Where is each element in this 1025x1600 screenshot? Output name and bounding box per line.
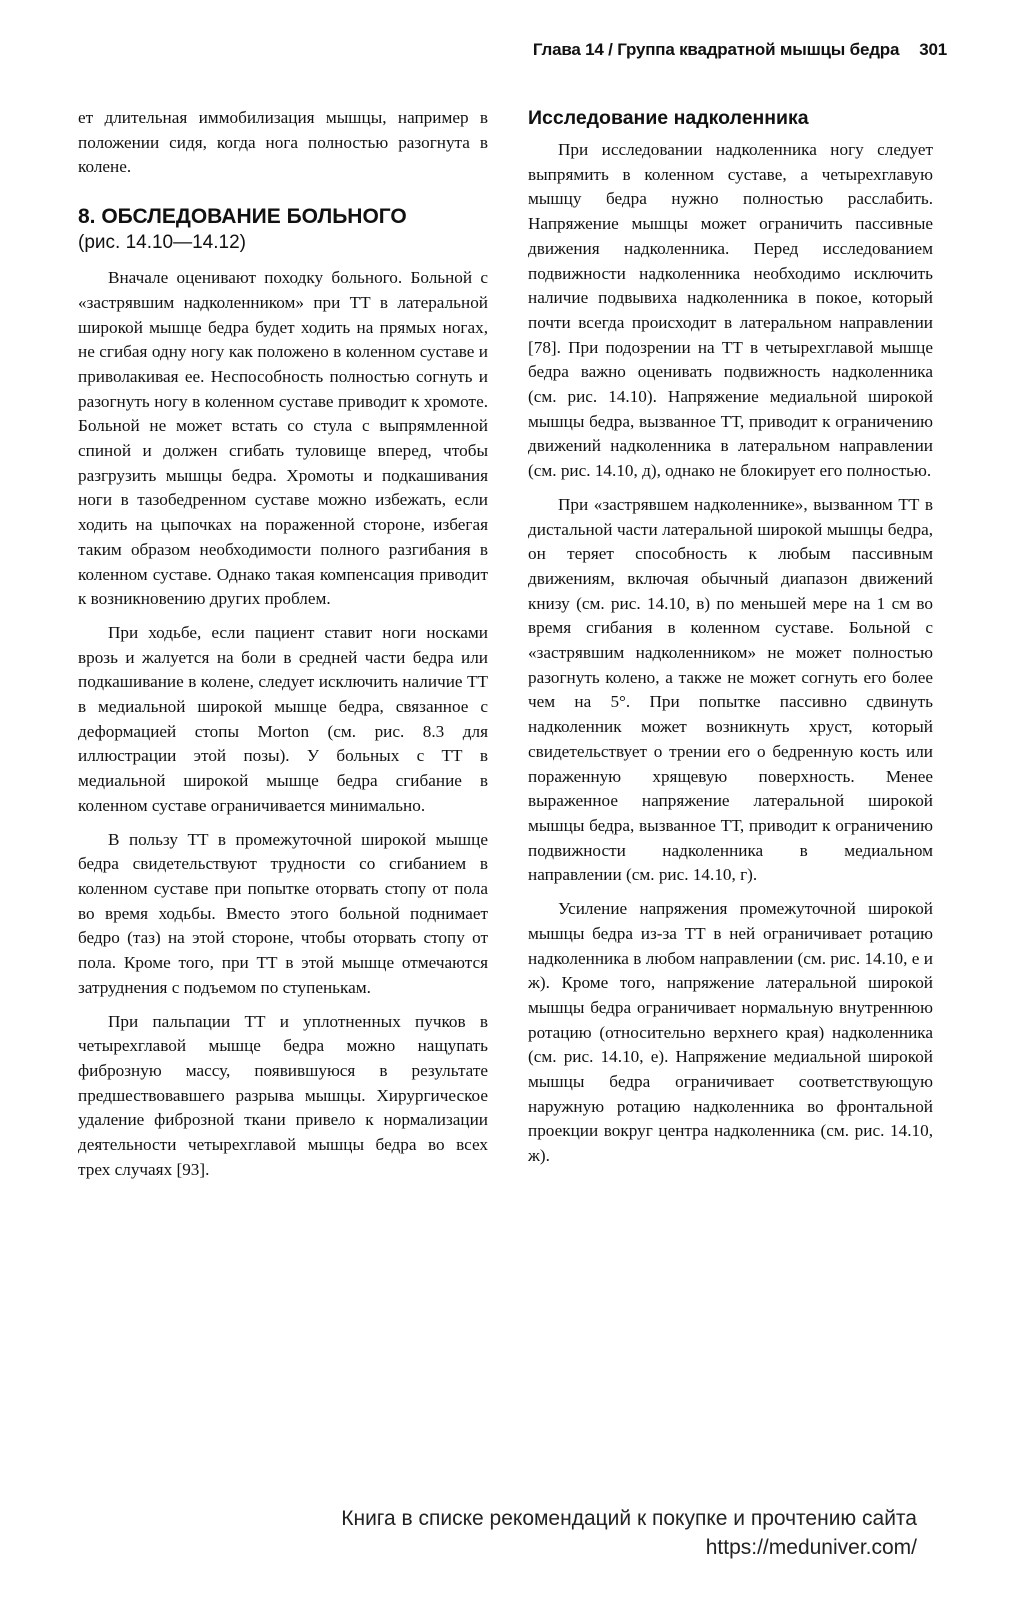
paragraph-patella-rotation: Усиление напряжения промежуточной широкой мышцы бедра из-за ТТ в ней ограничивает ротацию надколенника в любом направлении (см. рис. 14.10, е и ж). Кроме того, напряжение латеральной широкой мышцы бедра ограничивает нормальную внутреннюю ротацию (относительно верхнего края) надколенника (см. рис. 14.10, е). Напряжение медиальной широкой мышцы бедра ограничивает соответствующую наружную ротацию надколенника во фронтальной проекции вокруг центра надколенника (см. рис. 14.10, ж).: [528, 899, 933, 1166]
continued-paragraph: ет длительная иммобилизация мышцы, например в положении сидя, когда нога полностью разогнута в колене.: [78, 108, 488, 177]
left-column: [78, 106, 488, 1182]
paragraph-stuck-patella: При «застрявшем надколеннике», вызванном ТТ в дистальной части латеральной широкой мышцы бедра, он теряет способность к любым пассивным движениям, включая обычный диапазон движений книзу (см. рис. 14.10, в) по меньшей мере на 1 см во время сгибания в коленном суставе. Больной с «застрявшим надколенником» не может полностью разогнуть колено, а также не может согнуть его более чем на 5°. При попытке пассивно сдвинуть надколенник может возникнуть хруст, который свидетельствует о трении его о бедренную кость или пораженную хрящевую поверхность. Менее выраженное напряжение латеральной широкой мышцы бедра, вызванное ТТ, приводит к ограничению подвижности надколенника в медиальном направлении (см. рис. 14.10, г).: [528, 494, 933, 885]
section-title: 8. ОБСЛЕДОВАНИЕ БОЛЬНОГО: [78, 205, 407, 229]
right-column: [528, 106, 933, 1169]
paragraph-patella-exam: При исследовании надколенника ногу следует выпрямить в коленном суставе, а четырехглавую мышцу бедра нужно полностью расслабить. Напряжение мышцы может ограничить пассивные движения надколенника. Перед исследованием подвижности надколенника необходимо исключить наличие подвывиха надколенника в покое, который почти всегда происходит в латеральном направлении [78]. При подозрении на ТТ в четырехглавой мышце бедра важно оценивать подвижность надколенника (см. рис. 14.10). Напряжение медиальной широкой мышцы бедра, вызванное ТТ, приводит к ограничению движений надколенника в латеральном направлении (см. рис. 14.10, д), однако не блокирует его полностью.: [528, 140, 933, 481]
section-figure-reference: (рис. 14.10—14.12): [78, 232, 246, 254]
running-header: [533, 40, 947, 60]
chapter-title: Глава 14 / Группа квадратной мышцы бедра: [532, 40, 900, 59]
footer-watermark-note: Книга в списке рекомендаций к покупке и прочтению сайта https://meduniver.com/: [341, 1507, 917, 1559]
paragraph-gait-assessment: Вначале оценивают походку больного. Больной с «застрявшим надколенником» при ТТ в латеральной широкой мышце бедра будет ходить на прямых ногах, не сгибая одну ногу как положено в коленном суставе и приволакивая ее. Неспособность полностью согнуть и разогнуть ногу в коленном суставе приводит к хромоте. Больной не может встать со стула с выпрямленной спиной и должен сгибать туловище вперед, чтобы разгрузить мышцы бедра. Хромоты и подкашивания ноги в тазобедренном суставе можно избежать, если ходить на цыпочках на пораженной стороне, избегая таким образом необходимости полного разгибания в коленном суставе. Однако такая компенсация приводит к возникновению других проблем.: [78, 268, 488, 609]
paragraph-palpation: При пальпации ТТ и уплотненных пучков в четырехглавой мышце бедра можно нащупать фиброзную массу, появившуюся в результате предшествовавшего разрыва мышцы. Хирургическое удаление фиброзной ткани привело к нормализации деятельности четырехглавой мышцы бедра во всех трех случаях [93].: [78, 1011, 488, 1179]
page-number: 301: [919, 40, 947, 59]
subheading-patella-exam: Исследование надколенника: [528, 107, 809, 129]
paragraph-medial-vastus: При ходьбе, если пациент ставит ноги носками врозь и жалуется на боли в средней части бедра или подкашивание в колене, следует исключить наличие ТТ в медиальной широкой мышце бедра, связанное с деформацией стопы Morton (см. рис. 8.3 для иллюстрации этой позы). У больных с ТТ в медиальной широкой мышце бедра сгибание в коленном суставе ограничивается минимально.: [78, 622, 488, 815]
paragraph-intermediate-vastus: В пользу ТТ в промежуточной широкой мышце бедра свидетельствуют трудности со сгибанием в коленном суставе при попытке оторвать стопу от пола во время ходьбы. Вместо этого больной поднимает бедро (таз) на этой стороне, чтобы оторвать стопу от пола. Кроме того, при ТТ в этой мышце отмечаются затруднения с подъемом по ступенькам.: [78, 829, 488, 997]
